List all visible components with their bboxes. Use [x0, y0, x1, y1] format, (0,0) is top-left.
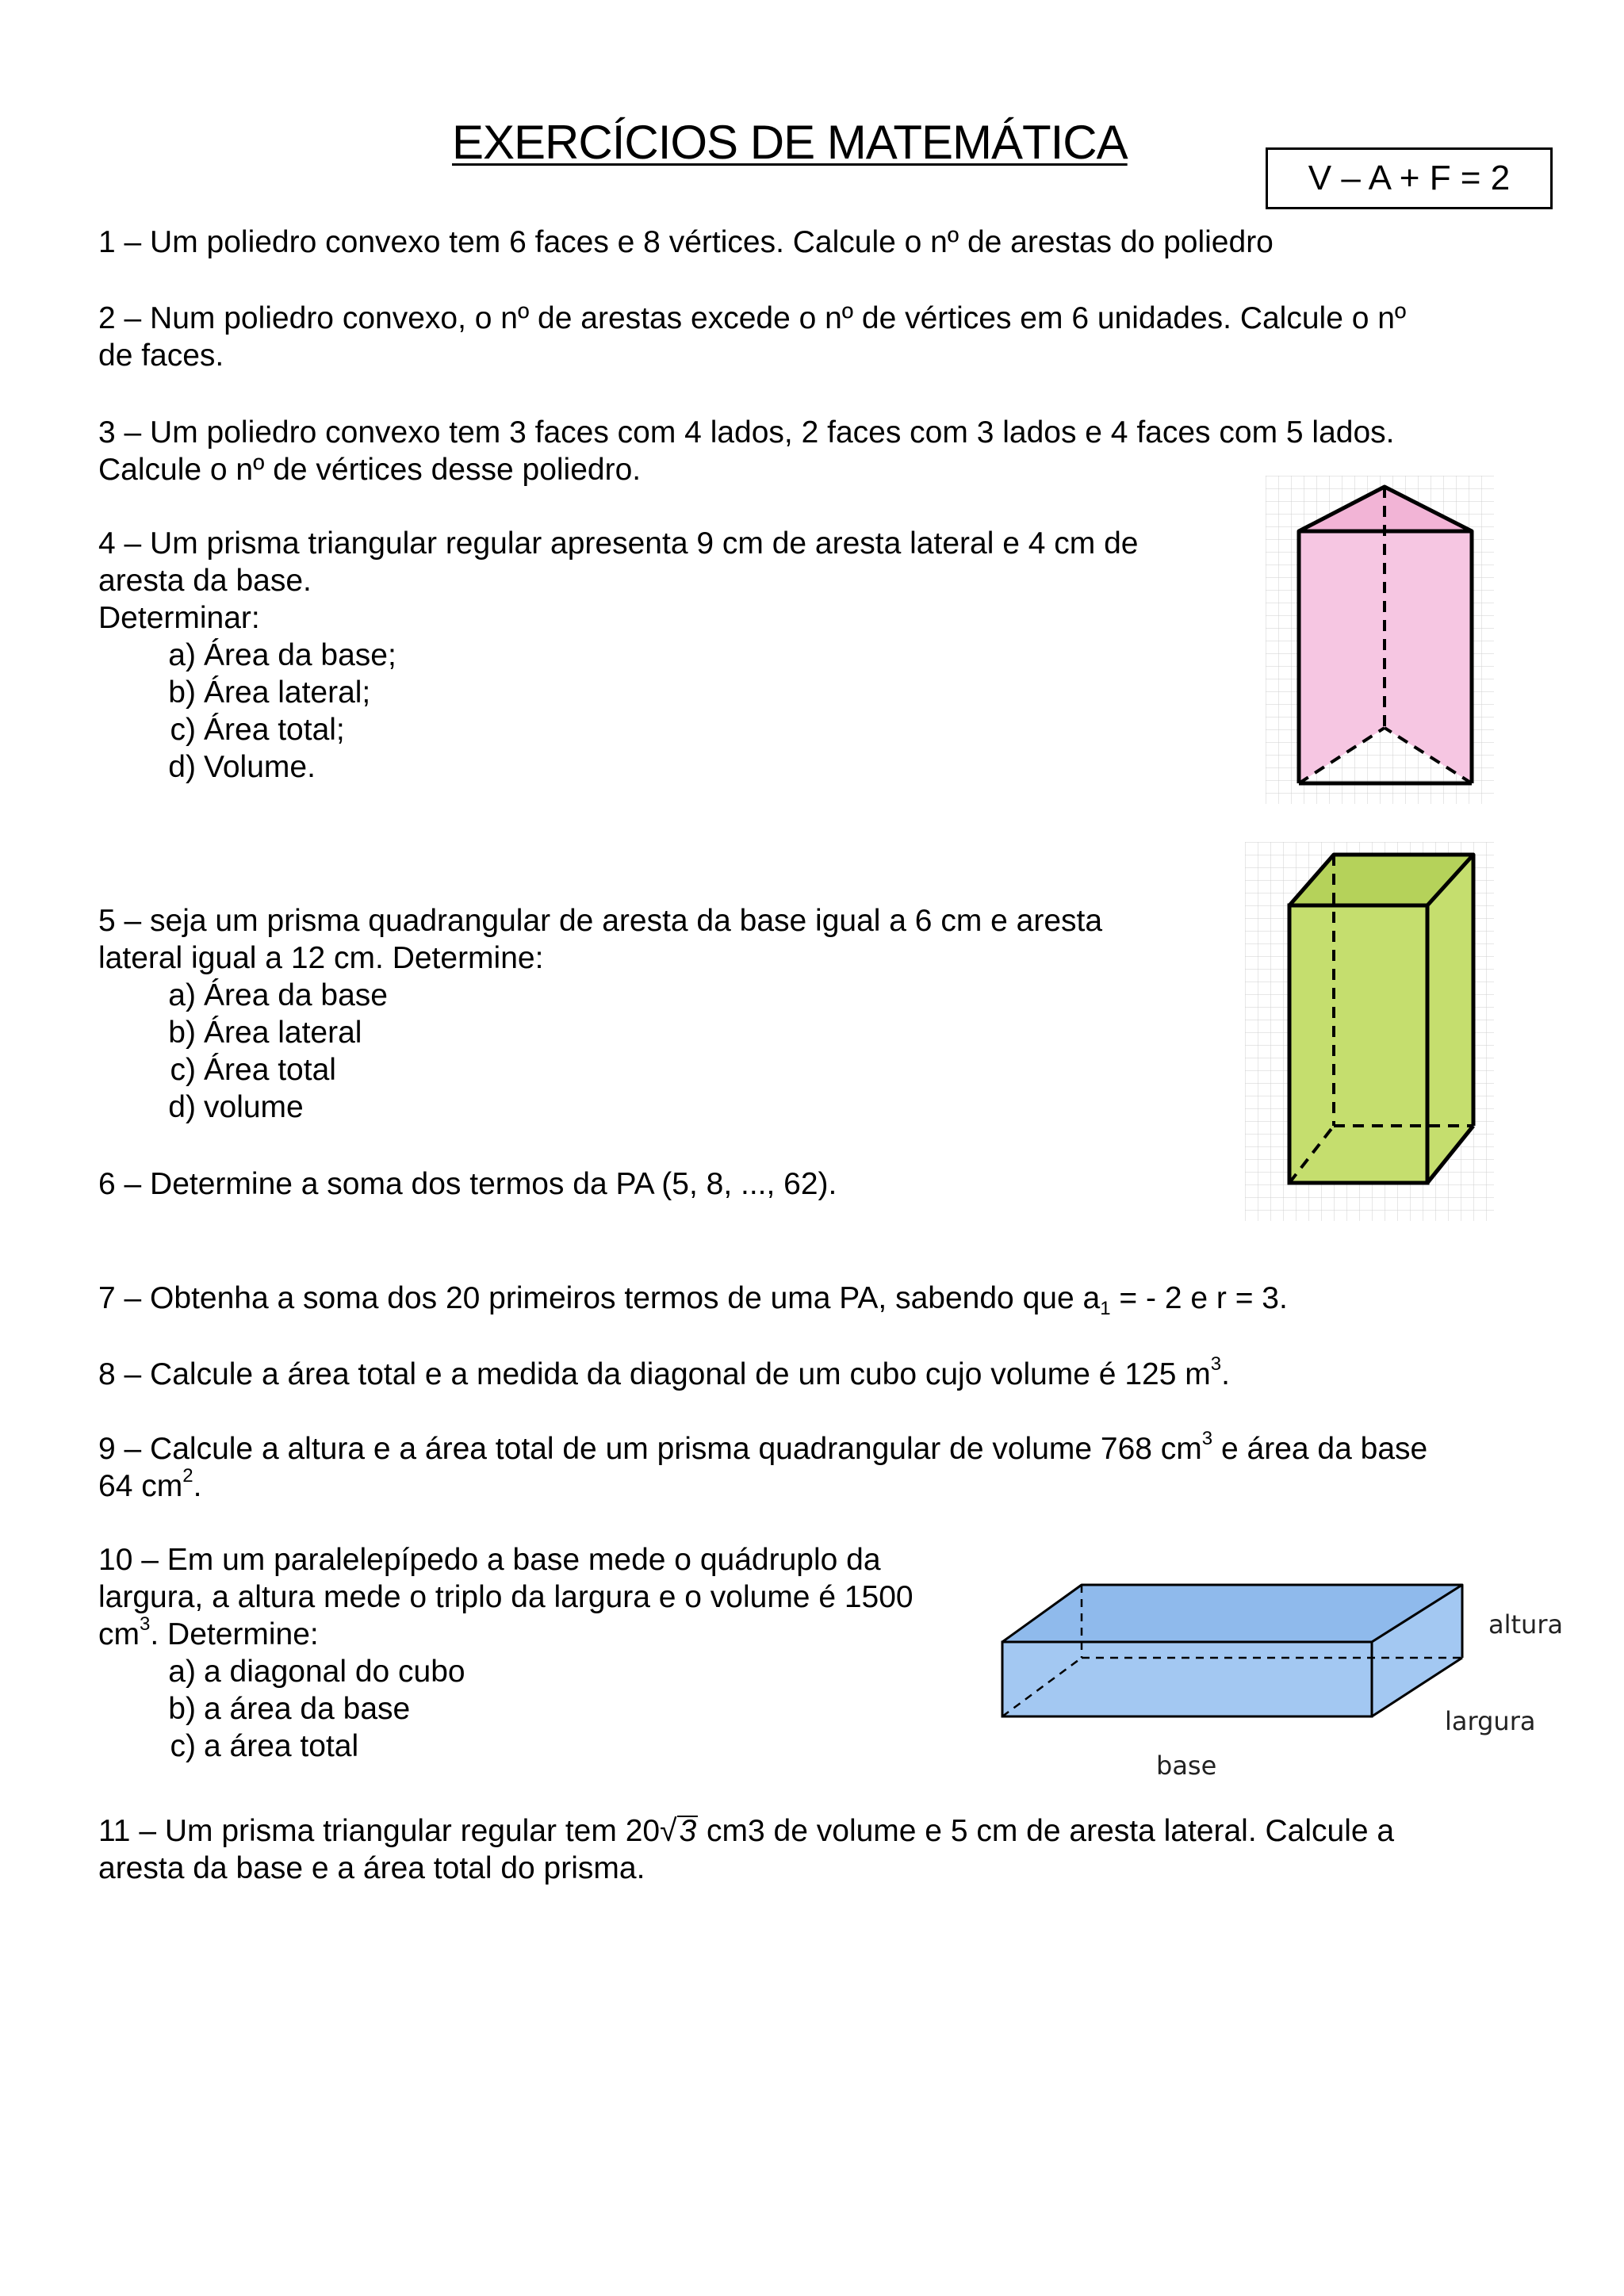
option-text: a área total: [204, 1729, 359, 1763]
question-4-line-3: Determinar:: [98, 601, 260, 635]
question-4-line-1: 4 – Um prisma triangular regular apresenta 9 cm de aresta lateral e 4 cm de: [98, 526, 1139, 561]
option-letter: c ): [146, 1051, 204, 1089]
sqrt-symbol: √: [660, 1814, 677, 1848]
option-item: [146, 1728, 914, 1765]
option-item: [146, 711, 1138, 748]
option-text: Área da base;: [204, 638, 396, 672]
option-text: a área da base: [204, 1692, 411, 1726]
superscript: 3: [1210, 1353, 1222, 1375]
question-10-line-3: [98, 1613, 914, 1653]
option-text: Área total;: [204, 713, 345, 747]
question-5: [98, 902, 1102, 1126]
question-9-text-middle: e área da base: [1212, 1432, 1428, 1466]
option-item: [146, 1089, 1102, 1126]
triangular-prism-figure: [1266, 476, 1494, 804]
question-2-line-2: de faces.: [98, 339, 224, 373]
question-9-line-2: [98, 1465, 1427, 1505]
question-5-line-1: 5 – seja um prisma quadrangular de aresta da base igual a 6 cm e aresta: [98, 904, 1103, 938]
question-7-text: [98, 1280, 1288, 1317]
box-label-width: largura: [1445, 1706, 1536, 1736]
box-label-height: altura: [1488, 1609, 1564, 1640]
question-5-line-2: lateral igual a 12 cm. Determine:: [98, 941, 544, 975]
parallelepiped-figure: [991, 1574, 1483, 1748]
question-10-options: [146, 1653, 914, 1765]
option-text: Área lateral;: [204, 675, 371, 710]
superscript: 3: [1201, 1428, 1213, 1449]
question-10-line-3-after: . Determine:: [150, 1617, 319, 1651]
option-text: a diagonal do cubo: [204, 1655, 465, 1689]
question-7-text-after: = - 2 e r = 3.: [1110, 1281, 1288, 1315]
option-letter: b ): [146, 1014, 204, 1051]
option-item: [146, 748, 1138, 786]
euler-formula-box: V – A + F = 2: [1266, 147, 1553, 209]
question-9-line-1: [98, 1430, 1427, 1468]
question-4-line-2: aresta da base.: [98, 564, 312, 598]
question-6-text: 6 – Determine a soma dos termos da PA (5, 8, ..., 62).: [98, 1167, 837, 1201]
question-11-line-2: aresta da base e a área total do prisma.: [98, 1851, 645, 1885]
option-item: [146, 977, 1102, 1014]
option-letter: a ): [146, 1653, 204, 1690]
subscript: 1: [1100, 1298, 1111, 1319]
question-7: [98, 1280, 1288, 1317]
sqrt-radicand: 3: [679, 1814, 697, 1848]
question-5-options: [146, 977, 1102, 1126]
option-letter: c ): [146, 1728, 204, 1765]
option-letter: b ): [146, 674, 204, 711]
question-9-line-2-after: .: [193, 1469, 202, 1503]
option-letter: d ): [146, 748, 204, 786]
question-9-line-2-before: 64 cm: [98, 1469, 183, 1503]
option-item: [146, 1014, 1102, 1051]
question-10-line-3-before: cm: [98, 1617, 140, 1651]
option-letter: a ): [146, 977, 204, 1014]
question-11: [98, 1812, 1394, 1887]
option-text: Área lateral: [204, 1016, 362, 1050]
question-1: [98, 224, 1274, 261]
question-11-text-before: 11 – Um prisma triangular regular tem 20: [98, 1814, 661, 1848]
question-8-text: [98, 1353, 1230, 1393]
option-letter: c ): [146, 711, 204, 748]
page-title: EXERCÍCIOS DE MATEMÁTICA: [452, 116, 1128, 169]
question-2: [98, 300, 1406, 374]
option-item: [146, 1653, 914, 1690]
option-text: Área total: [204, 1053, 336, 1087]
option-letter: d ): [146, 1089, 204, 1126]
question-8-text-after: .: [1221, 1357, 1230, 1391]
question-4: [98, 525, 1138, 786]
option-item: [146, 1690, 914, 1728]
option-text: Área da base: [204, 978, 389, 1012]
square-prism-figure: [1245, 842, 1494, 1221]
question-11-line-1: [98, 1812, 1394, 1850]
option-letter: b ): [146, 1690, 204, 1728]
question-10: [98, 1541, 914, 1765]
question-8-text-before: 8 – Calcule a área total e a medida da diagonal de um cubo cujo volume é 125 m: [98, 1357, 1211, 1391]
option-text: volume: [204, 1090, 304, 1124]
option-item: [146, 674, 1138, 711]
option-letter: a ): [146, 637, 204, 674]
question-4-options: [146, 637, 1138, 786]
question-10-line-2: largura, a altura mede o triplo da largura e o volume é 1500: [98, 1580, 914, 1614]
question-3-line-1: 3 – Um poliedro convexo tem 3 faces com 4 lados, 2 faces com 3 lados e 4 faces com 5 lados.: [98, 415, 1395, 450]
option-item: [146, 637, 1138, 674]
question-1-text: 1 – Um poliedro convexo tem 6 faces e 8 vértices. Calcule o nº de arestas do poliedro: [98, 225, 1274, 259]
option-item: [146, 1051, 1102, 1089]
question-3: [98, 414, 1395, 488]
superscript: 2: [182, 1465, 193, 1487]
question-2-line-1: 2 – Num poliedro convexo, o nº de arestas excede o nº de vértices em 6 unidades. Calcule o nº: [98, 301, 1407, 335]
question-3-line-2: Calcule o nº de vértices desse poliedro.: [98, 453, 642, 487]
question-7-text-before: 7 – Obtenha a soma dos 20 primeiros termos de uma PA, sabendo que a: [98, 1281, 1101, 1315]
question-9-text-before: 9 – Calcule a altura e a área total de um prisma quadrangular de volume 768 cm: [98, 1432, 1202, 1466]
option-text: Volume.: [204, 750, 316, 784]
superscript: 3: [140, 1613, 151, 1635]
box-label-base: base: [1156, 1751, 1217, 1781]
question-10-line-1: 10 – Em um paralelepípedo a base mede o quádruplo da: [98, 1543, 881, 1577]
question-8: [98, 1353, 1230, 1393]
question-11-text-after: cm3 de volume e 5 cm de aresta lateral. Calcule a: [698, 1814, 1395, 1848]
question-9: [98, 1430, 1427, 1505]
question-6: [98, 1165, 837, 1203]
